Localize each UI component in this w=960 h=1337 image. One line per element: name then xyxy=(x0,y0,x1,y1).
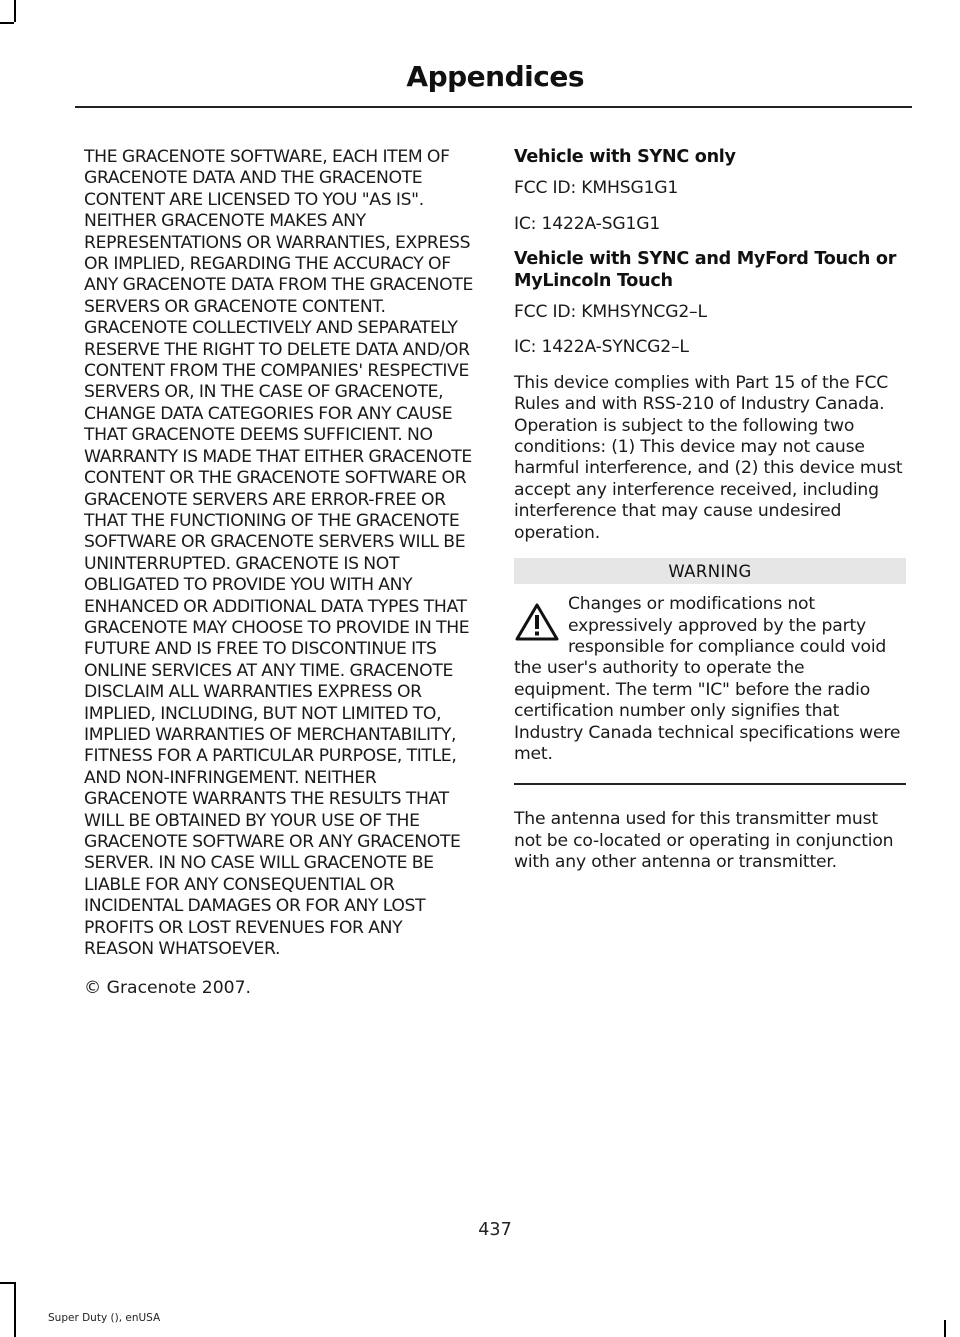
warning-text: Changes or modifications not expressively approved by the party responsible for compliance could void the user's authority to operate the equipment. The term "IC" before the radio certification number only signifies that Industry Canada technical specifications were met. xyxy=(514,594,901,764)
sync-heading: Vehicle with SYNC only xyxy=(514,147,736,167)
warning-triangle-icon xyxy=(514,602,564,646)
header-rule xyxy=(75,106,912,108)
copyright-notice: © Gracenote 2007. xyxy=(84,978,251,999)
sync-fcc-id: FCC ID: KMHSG1G1 xyxy=(514,178,679,199)
crop-mark xyxy=(0,1282,14,1284)
antenna-text: The antenna used for this transmitter must not be co-located or operating in conjunction with any other antenna or transmitter. xyxy=(514,809,894,873)
warning-rule xyxy=(514,783,906,785)
crop-mark xyxy=(944,1320,946,1337)
myford-ic: IC: 1422A-SYNCG2–L xyxy=(514,337,689,358)
myford-fcc-id: FCC ID: KMHSYNCG2–L xyxy=(514,302,707,323)
left-column xyxy=(84,147,476,1017)
crop-mark xyxy=(14,0,16,22)
gracenote-disclaimer: THE GRACENOTE SOFTWARE, EACH ITEM OF GRACENOTE DATA AND THE GRACENOTE CONTENT ARE LICENSED TO YOU "AS IS". NEITHER GRACENOTE MAKES ANY REPRESENTATIONS OR WARRANTIES, EXPRESS OR IMPLIED, REGARDING THE ACCURACY OF ANY GRACENOTE DATA FROM THE GRACENOTE SERVERS OR GRACENOTE CONTENT. GRACENOTE COLLECTIVELY AND SEPARATELY RESERVE THE RIGHT TO DELETE DATA AND/OR CONTENT FROM THE COMPANIES' RESPECTIVE SERVERS OR, IN THE CASE OF GRACENOTE, CHANGE DATA CATEGORIES FOR ANY CAUSE THAT GRACENOTE DEEMS SUFFICIENT. NO WARRANTY IS MADE THAT EITHER GRACENOTE CONTENT OR THE GRACENOTE SOFTWARE OR GRACENOTE SERVERS ARE ERROR-FREE OR THAT THE FUNCTIONING OF THE GRACENOTE SOFTWARE OR GRACENOTE SERVERS WILL BE UNINTERRUPTED. GRACENOTE IS NOT OBLIGATED TO PROVIDE YOU WITH ANY ENHANCED OR ADDITIONAL DATA TYPES THAT GRACENOTE MAY CHOOSE TO PROVIDE IN THE FUTURE AND IS FREE TO DISCONTINUE ITS ONLINE SERVICES AT ANY TIME. GRACENOTE DISCLAIM ALL WARRANTIES EXPRESS OR IMPLIED, INCLUDING, BUT NOT LIMITED TO, IMPLIED WARRANTIES OF MERCHANTABILITY, FITNESS FOR A PARTICULAR PURPOSE, TITLE, AND NON-INFRINGEMENT. NEITHER GRACENOTE WARRANTS THE RESULTS THAT WILL BE OBTAINED BY YOUR USE OF THE GRACENOTE SOFTWARE OR ANY GRACENOTE SERVER. IN NO CASE WILL GRACENOTE BE LIABLE FOR ANY CONSEQUENTIAL OR INCIDENTAL DAMAGES OR FOR ANY LOST PROFITS OR LOST REVENUES FOR ANY REASON WHATSOEVER. xyxy=(84,147,473,960)
sync-ic: IC: 1422A-SG1G1 xyxy=(514,213,661,234)
myford-heading: Vehicle with SYNC and MyFord Touch or MyLincoln Touch xyxy=(514,249,897,291)
warning-header: WARNING xyxy=(514,558,906,584)
right-column xyxy=(514,147,906,888)
footer-text: Super Duty (), enUSA xyxy=(48,1312,161,1324)
crop-mark xyxy=(14,1282,16,1337)
warning-box xyxy=(514,594,906,765)
page-number: 437 xyxy=(478,1220,512,1240)
compliance-text: This device complies with Part 15 of the FCC Rules and with RSS-210 of Industry Canada. Operation is subject to the following two conditions: (1) This device may not cause harmful interference, and (2) this device must accept any interference received, including interference that may cause undesired operation. xyxy=(514,372,903,543)
crop-mark xyxy=(0,22,14,24)
page-title: Appendices xyxy=(406,60,584,93)
